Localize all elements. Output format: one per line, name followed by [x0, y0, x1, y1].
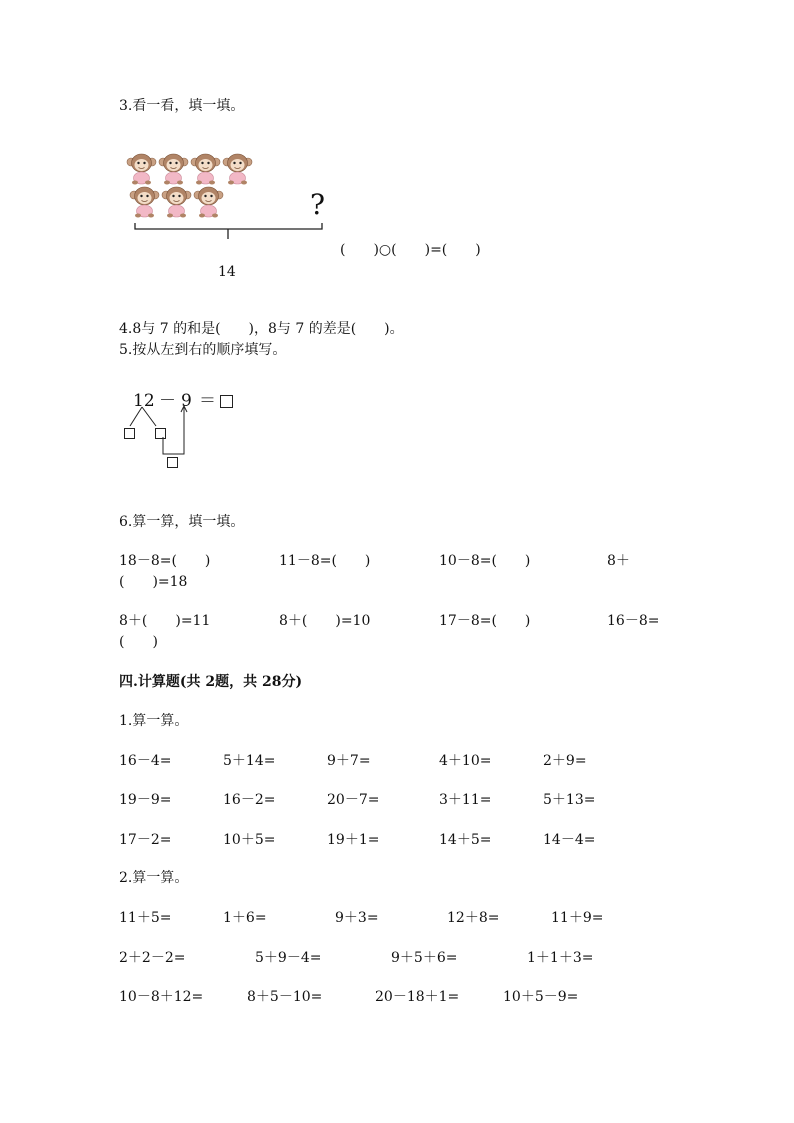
calc2-problem: 1＋1＋3= — [527, 950, 594, 966]
brace — [134, 222, 324, 242]
q5-equals: ＝ — [199, 391, 216, 411]
calc1-problem: 14－4= — [543, 832, 596, 848]
split-box-bottom — [167, 457, 178, 468]
q6-item: 18－8=( ) — [119, 553, 211, 569]
calc2-problem: 9＋5＋6= — [391, 950, 458, 966]
calc2-problem: 8＋5－10= — [247, 989, 323, 1005]
calc1-problem: 19＋1= — [327, 832, 380, 848]
q6-item: 17－8=( ) — [439, 613, 531, 629]
q5-right-number: 9 — [181, 391, 192, 411]
calc1-problem: 14＋5= — [439, 832, 492, 848]
calc1-problem: 16－2= — [223, 792, 276, 808]
calc2-problem: 12＋8= — [447, 910, 500, 926]
calc1-problem: 20－7= — [327, 792, 380, 808]
q6-item: ( ) — [119, 634, 158, 650]
q6-item: 16－8= — [607, 613, 660, 629]
q5-left-number: 12 — [133, 391, 155, 411]
answer-box — [220, 395, 233, 408]
q3-title: 3.看一看，填一填。 — [119, 98, 245, 114]
calc2-problem: 11＋9= — [551, 910, 604, 926]
calc2-problem: 9＋3= — [335, 910, 379, 926]
q6-item: 8＋ — [607, 553, 630, 569]
monkey-icon — [129, 186, 160, 218]
calc2-problem: 5＋9－4= — [255, 950, 322, 966]
calc1-problem: 2＋9= — [543, 753, 587, 769]
calc1-problem: 17－2= — [119, 832, 172, 848]
calc1-problem: 10＋5= — [223, 832, 276, 848]
calc1-problem: 16－4= — [119, 753, 172, 769]
q6-item: 10－8=( ) — [439, 553, 531, 569]
monkey-icon — [158, 153, 189, 185]
q4-text: 4.8与 7 的和是( )，8与 7 的差是( )。 — [119, 321, 404, 337]
q6-item: ( )=18 — [119, 574, 188, 590]
calc1-problem: 19－9= — [119, 792, 172, 808]
monkey-icon — [126, 153, 157, 185]
q6-title: 6.算一算，填一填。 — [119, 514, 245, 530]
blank-equation: ( )○( )=( ) — [340, 242, 481, 258]
calc1-problem: 9＋7= — [327, 753, 371, 769]
monkey-icon — [161, 186, 192, 218]
q6-item: 8＋( )=10 — [279, 613, 371, 629]
calc2-problem: 11＋5= — [119, 910, 172, 926]
monkey-icon — [222, 153, 253, 185]
calc2-problem: 1＋6= — [223, 910, 267, 926]
question-mark: ? — [310, 188, 326, 221]
calc2-title: 2.算一算。 — [119, 870, 189, 886]
calc1-problem: 5＋14= — [223, 753, 276, 769]
q5-minus: － — [159, 391, 176, 411]
split-box-right — [155, 428, 166, 439]
q5-title: 5.按从左到右的顺序填写。 — [119, 342, 287, 358]
section-heading: 四.计算题(共 2题，共 28分) — [119, 674, 303, 690]
q6-item: 11－8=( ) — [279, 553, 371, 569]
calc1-title: 1.算一算。 — [119, 713, 189, 729]
calc2-problem: 10－8＋12= — [119, 989, 204, 1005]
calc1-problem: 3＋11= — [439, 792, 492, 808]
brace-total: 14 — [218, 264, 236, 280]
calc2-problem: 10＋5－9= — [503, 989, 579, 1005]
calc2-problem: 20－18＋1= — [375, 989, 460, 1005]
calc1-problem: 4＋10= — [439, 753, 492, 769]
calc2-problem: 2＋2－2= — [119, 950, 186, 966]
calc1-problem: 5＋13= — [543, 792, 596, 808]
split-box-left — [124, 428, 135, 439]
monkey-icon — [190, 153, 221, 185]
monkey-icon — [193, 186, 224, 218]
q6-item: 8＋( )=11 — [119, 613, 211, 629]
